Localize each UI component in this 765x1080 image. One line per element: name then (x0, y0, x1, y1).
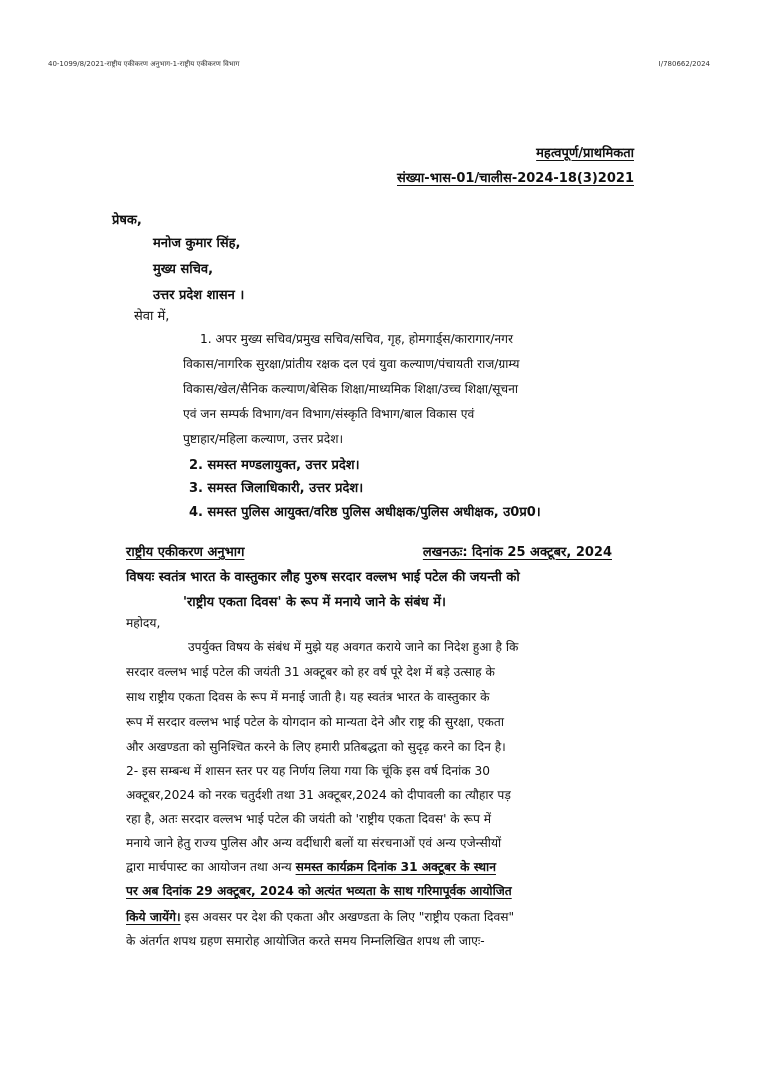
salutation: महोदय, (126, 616, 161, 630)
sender-office: उत्तर प्रदेश शासन । (153, 288, 245, 303)
to-label: सेवा में, (134, 309, 170, 324)
section-name: राष्ट्रीय एकीकरण अनुभाग (126, 545, 245, 560)
paragraph-2-line: के अंतर्गत शपथ ग्रहण समारोह आयोजित करते समय निम्नलिखित शपथ ली जाएः- (126, 934, 485, 948)
sender-designation: मुख्य सचिव, (153, 262, 214, 277)
subject-line-1: विषयः स्वतंत्र भारत के वास्तुकार लौह पुरुष सरदार वल्लभ भाई पटेल की जयन्ती को (126, 570, 520, 585)
paragraph-1-line: सरदार वल्लभ भाई पटेल की जयंती 31 अक्टूबर को हर वर्ष पूरे देश में बड़े उत्साह के (126, 665, 495, 679)
paragraph-2-line (126, 858, 496, 875)
sender-name: मनोज कुमार सिंह, (153, 236, 241, 251)
paragraph-2-text: इस अवसर पर देश की एकता और अखण्डता के लिए "राष्ट्रीय एकता दिवस" (184, 910, 515, 924)
paragraph-2-line: अक्टूबर,2024 को नरक चतुर्दशी तथा 31 अक्टूबर,2024 को दीपावली का त्यौहार पड़ (126, 788, 511, 802)
priority-label: महत्वपूर्ण/प्राथमिकता (536, 146, 634, 161)
paragraph-2-emphasis-line: पर अब दिनांक 29 अक्टूबर, 2024 को अत्यंत भव्यता के साथ गरिमापूर्वक आयोजित (126, 884, 512, 898)
recipient-1-line: पुष्टाहार/महिला कल्याण, उत्तर प्रदेश। (183, 432, 344, 446)
paragraph-2-line (126, 908, 514, 925)
paragraph-1-line: साथ राष्ट्रीय एकता दिवस के रूप में मनाई जाती है। यह स्वतंत्र भारत के वास्तुकार के (126, 690, 490, 704)
paragraph-2-emphasis: किये जायेंगे। (126, 910, 181, 924)
reference-number: संख्या-भास-01/चालीस-2024-18(3)2021 (397, 171, 634, 186)
paragraph-1-line: और अखण्डता को सुनिश्चित करने के लिए हमारी प्रतिबद्धता को सुदृढ़ करने का दिन है। (126, 740, 506, 754)
recipient-3: 3. समस्त जिलाधिकारी, उत्तर प्रदेश। (189, 481, 364, 496)
paragraph-2-text: द्वारा मार्चपास्ट का आयोजन तथा अन्य (126, 860, 292, 874)
recipient-4: 4. समस्त पुलिस आयुक्त/वरिष्ठ पुलिस अधीक्षक/पुलिस अधीक्षक, उ0प्र0। (189, 505, 541, 520)
paragraph-1-line: उपर्युक्त विषय के संबंध में मुझे यह अवगत कराये जाने का निदेश हुआ है कि (188, 640, 519, 654)
paragraph-2-emphasis: समस्त कार्यक्रम दिनांक 31 अक्टूबर के स्थान (295, 860, 496, 874)
subject-line-2: 'राष्ट्रीय एकता दिवस' के रूप में मनाये जाने के संबंध में। (183, 595, 446, 610)
paragraph-1-line: रूप में सरदार वल्लभ भाई पटेल के योगदान को मान्यता देने और राष्ट्र की सुरक्षा, एकता (126, 715, 504, 729)
recipient-1-line: 1. अपर मुख्य सचिव/प्रमुख सचिव/सचिव, गृह, होमगार्ड्स/कारागार/नगर (200, 332, 513, 346)
recipient-1-line: विकास/नागरिक सुरक्षा/प्रांतीय रक्षक दल एवं युवा कल्याण/पंचायती राज/ग्राम्य (183, 357, 520, 371)
paragraph-2-line: 2- इस सम्बन्ध में शासन स्तर पर यह निर्णय लिया गया कि चूंकि इस वर्ष दिनांक 30 (126, 764, 491, 778)
document-number: I/780662/2024 (658, 60, 710, 68)
recipient-1-line: विकास/खेल/सैनिक कल्याण/बेसिक शिक्षा/माध्यमिक शिक्षा/उच्च शिक्षा/सूचना (183, 382, 519, 396)
recipient-1-line: एवं जन सम्पर्क विभाग/वन विभाग/संस्कृति विभाग/बाल विकास एवं (183, 407, 475, 421)
recipient-2: 2. समस्त मण्डलायुक्त, उत्तर प्रदेश। (189, 458, 360, 473)
paragraph-2-line: रहा है, अतः सरदार वल्लभ भाई पटेल की जयंती को 'राष्ट्रीय एकता दिवस' के रूप में (126, 812, 492, 826)
sender-label: प्रेषक, (112, 213, 142, 228)
file-reference: 40-1099/8/2021-राष्ट्रीय एकीकरण अनुभाग-1-राष्ट्रीय एकीकरण विभाग (48, 60, 240, 68)
paragraph-2-line: मनाये जाने हेतु राज्य पुलिस और अन्य वर्दीधारी बलों या संरचनाओं एवं अन्य एजेन्सीयों (126, 836, 502, 850)
place-date: लखनऊः: दिनांक 25 अक्टूबर, 2024 (422, 545, 612, 560)
